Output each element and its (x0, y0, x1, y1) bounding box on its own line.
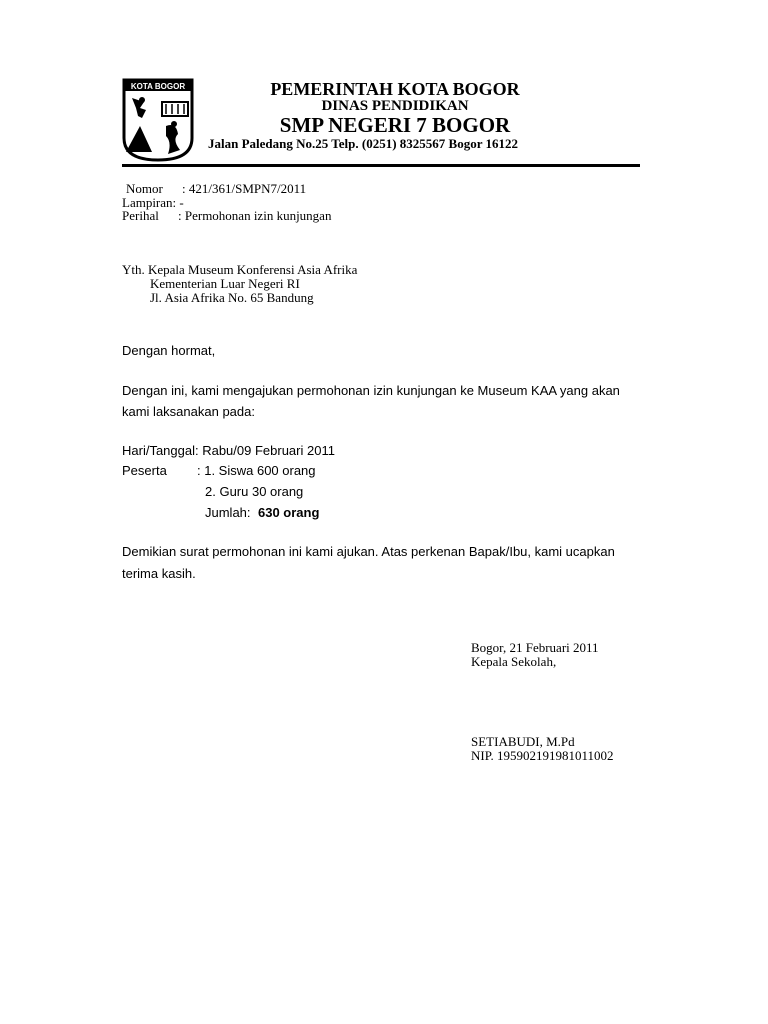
perihal-value: : Permohonan izin kunjungan (178, 208, 332, 223)
jumlah-label: Jumlah: (205, 505, 251, 520)
peserta-guru: 2. Guru 30 orang (205, 484, 304, 499)
letterhead-department: DINAS PENDIDIKAN (321, 98, 469, 114)
recipient-line-3: Jl. Asia Afrika No. 65 Bandung (150, 290, 314, 305)
paragraph-1-line-2: kami laksanakan pada: (122, 404, 255, 419)
signature-place-date: Bogor, 21 Februari 2011 (471, 640, 599, 655)
kota-bogor-logo (122, 78, 194, 162)
paragraph-1-line-1: Dengan ini, kami mengajukan permohonan izin kunjungan ke Museum KAA yang akan (122, 383, 620, 398)
closing-line-1: Demikian surat permohonan ini kami ajukan. Atas perkenan Bapak/Ibu, kami ucapkan (122, 544, 615, 559)
salutation: Dengan hormat, (122, 343, 216, 358)
letterhead-government: PEMERINTAH KOTA BOGOR (270, 79, 520, 99)
lampiran: Lampiran: - (122, 195, 184, 210)
peserta-siswa: : 1. Siswa 600 orang (197, 463, 316, 478)
nomor-label: Nomor (126, 181, 163, 196)
nomor-value: : 421/361/SMPN7/2011 (182, 181, 307, 196)
signature-nip: NIP. 195902191981011002 (471, 748, 614, 763)
signature-name: SETIABUDI, M.Pd (471, 734, 575, 749)
signature-position: Kepala Sekolah, (471, 654, 557, 669)
recipient-line-1: Yth. Kepala Museum Konferensi Asia Afrika (122, 262, 358, 277)
peserta-label: Peserta (122, 463, 167, 478)
hari-tanggal: Hari/Tanggal: Rabu/09 Februari 2011 (122, 443, 335, 458)
letterhead-school: SMP NEGERI 7 BOGOR (279, 113, 511, 137)
jumlah-value: 630 orang (258, 505, 320, 520)
letterhead-divider (122, 164, 640, 167)
closing-line-2: terima kasih. (122, 566, 196, 581)
perihal-label: Perihal (122, 208, 159, 223)
recipient-line-2: Kementerian Luar Negeri RI (150, 276, 300, 291)
logo-text: KOTA BOGOR (130, 82, 186, 91)
letterhead-address: Jalan Paledang No.25 Telp. (0251) 8325567 Bogor 16122 (208, 136, 518, 151)
